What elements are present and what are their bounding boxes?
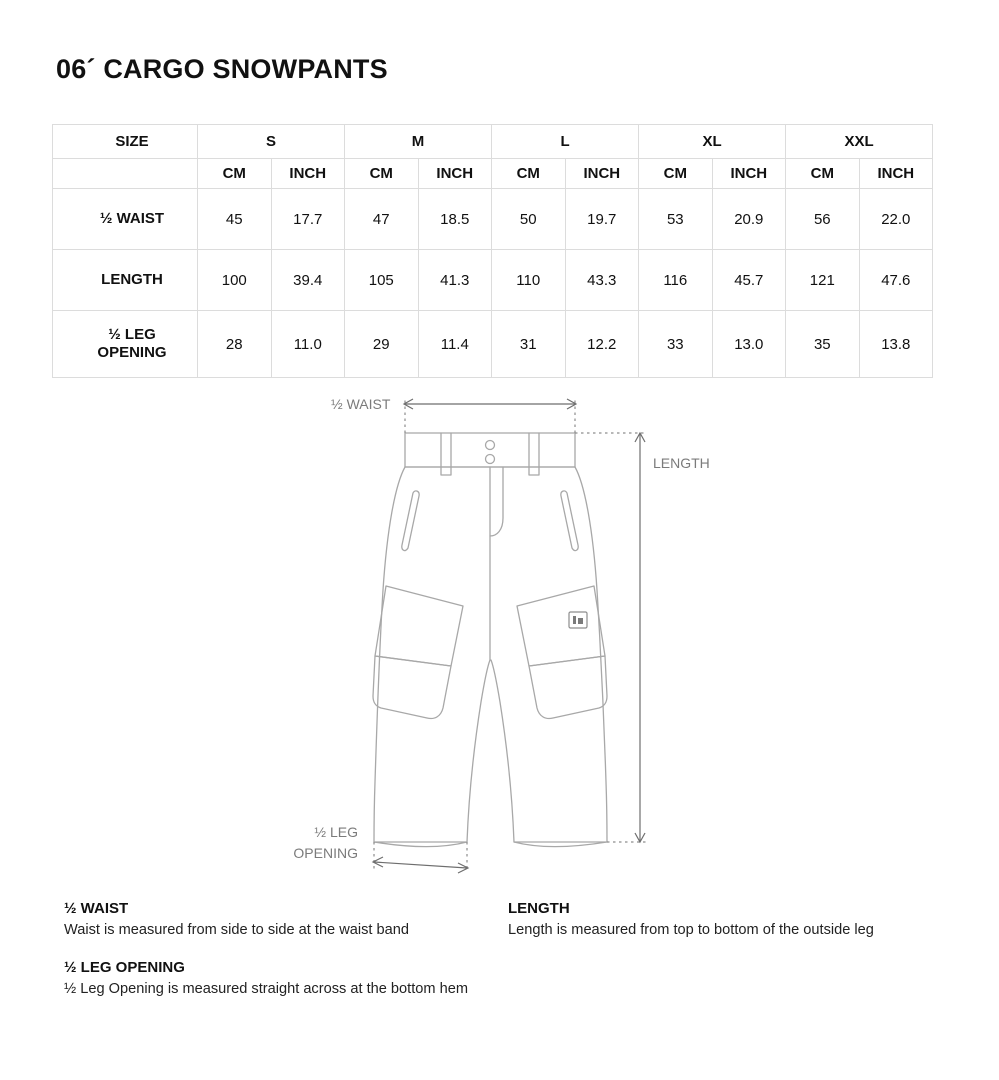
pants-outline-icon: [373, 433, 607, 847]
column-header-size-s: S: [198, 125, 345, 159]
cell-waist-l-cm: 50: [492, 189, 566, 250]
column-header-s-cm: CM: [198, 159, 272, 189]
note-length-title: LENGTH: [508, 900, 570, 917]
column-header-m-cm: CM: [345, 159, 419, 189]
column-header-xl-cm: CM: [639, 159, 713, 189]
cell-length-xl-cm: 116: [639, 250, 713, 311]
column-header-m-inch: INCH: [418, 159, 492, 189]
belt-loop-right: [529, 433, 539, 475]
diagram-label-leg-opening-line1: ½ LEG: [314, 824, 358, 840]
measurement-notes: [0, 900, 999, 1060]
cell-waist-xxl-inch: 22.0: [859, 189, 933, 250]
cargo-pocket-right-flap: [517, 586, 605, 666]
cell-waist-xxl-cm: 56: [786, 189, 860, 250]
button-bottom-icon: [486, 455, 495, 464]
cell-waist-m-cm: 47: [345, 189, 419, 250]
cell-length-s-cm: 100: [198, 250, 272, 311]
table-row: [53, 311, 933, 378]
cargo-pocket-right-body: [529, 656, 607, 719]
diagram-label-length: LENGTH: [653, 455, 710, 471]
column-header-l-cm: CM: [492, 159, 566, 189]
cell-length-m-inch: 41.3: [418, 250, 492, 311]
table-header-row-sizes: [53, 125, 933, 159]
note-waist-title: ½ WAIST: [64, 900, 129, 917]
row-label-waist: ½ WAIST: [53, 189, 198, 250]
row-label-leg-opening: [53, 311, 198, 378]
cell-length-xxl-cm: 121: [786, 250, 860, 311]
table-header-row-units: [53, 159, 933, 189]
note-waist: [64, 900, 494, 941]
cell-length-m-cm: 105: [345, 250, 419, 311]
cell-legopening-m-cm: 29: [345, 311, 419, 378]
belt-loop-left: [441, 433, 451, 475]
note-leg-opening-body: ½ Leg Opening is measured straight across at the bottom hem: [64, 981, 468, 998]
right-leg-path: [491, 467, 607, 842]
row-label-leg-opening-line1: ½ LEG: [108, 325, 156, 343]
left-leg-path: [374, 467, 490, 842]
table-row: [53, 250, 933, 311]
diagram-label-leg-opening-line2: OPENING: [293, 845, 358, 861]
cell-legopening-l-cm: 31: [492, 311, 566, 378]
cell-waist-s-inch: 17.7: [271, 189, 345, 250]
cell-length-xl-inch: 45.7: [712, 250, 786, 311]
cell-legopening-l-inch: 12.2: [565, 311, 639, 378]
hand-pocket-left-icon: [402, 491, 419, 551]
page-title: 06´ CARGO SNOWPANTS: [56, 54, 388, 84]
measurement-diagram: [255, 390, 755, 890]
table-row: [53, 189, 933, 250]
cell-waist-xl-cm: 53: [639, 189, 713, 250]
legopening-arrow-line: [374, 862, 467, 868]
note-length-body: Length is measured from top to bottom of the outside leg: [508, 922, 874, 938]
notes-column-left: [64, 900, 494, 1018]
cargo-pocket-left-body: [373, 656, 451, 719]
size-chart-table: [52, 124, 933, 378]
column-header-size-l: L: [492, 125, 639, 159]
notes-column-right: [508, 900, 928, 959]
note-length: [508, 900, 928, 941]
cargo-pocket-left-flap: [375, 586, 463, 666]
cell-waist-l-inch: 19.7: [565, 189, 639, 250]
diagram-label-waist: ½ WAIST: [331, 396, 391, 412]
brand-label-icon: [569, 612, 587, 628]
cell-waist-m-inch: 18.5: [418, 189, 492, 250]
column-header-size: SIZE: [53, 125, 198, 159]
cell-legopening-m-inch: 11.4: [418, 311, 492, 378]
cell-waist-xl-inch: 20.9: [712, 189, 786, 250]
cell-legopening-xxl-cm: 35: [786, 311, 860, 378]
note-leg-opening: [64, 959, 494, 1000]
cell-waist-s-cm: 45: [198, 189, 272, 250]
note-leg-opening-title: ½ LEG OPENING: [64, 959, 185, 977]
cell-length-xxl-inch: 47.6: [859, 250, 933, 311]
hand-pocket-right-icon: [561, 491, 578, 551]
column-header-l-inch: INCH: [565, 159, 639, 189]
column-header-size-xxl: XXL: [786, 125, 933, 159]
left-hem-path: [374, 842, 467, 847]
cell-legopening-xxl-inch: 13.8: [859, 311, 933, 378]
cell-legopening-xl-cm: 33: [639, 311, 713, 378]
column-header-xl-inch: INCH: [712, 159, 786, 189]
cell-legopening-s-cm: 28: [198, 311, 272, 378]
note-waist-body: Waist is measured from side to side at the waist band: [64, 922, 409, 938]
row-label-leg-opening-line2: OPENING: [97, 344, 167, 361]
column-header-size-xl: XL: [639, 125, 786, 159]
cell-length-l-cm: 110: [492, 250, 566, 311]
column-header-xxl-cm: CM: [786, 159, 860, 189]
column-header-size-m: M: [345, 125, 492, 159]
fly-path: [490, 467, 503, 536]
cell-length-l-inch: 43.3: [565, 250, 639, 311]
column-header-s-inch: INCH: [271, 159, 345, 189]
right-hem-path: [514, 842, 607, 847]
cell-legopening-xl-inch: 13.0: [712, 311, 786, 378]
column-header-spacer: [53, 159, 198, 189]
row-label-length: LENGTH: [53, 250, 198, 311]
cell-legopening-s-inch: 11.0: [271, 311, 345, 378]
cell-length-s-inch: 39.4: [271, 250, 345, 311]
button-top-icon: [486, 441, 495, 450]
dimension-lines: [373, 398, 647, 873]
column-header-xxl-inch: INCH: [859, 159, 933, 189]
